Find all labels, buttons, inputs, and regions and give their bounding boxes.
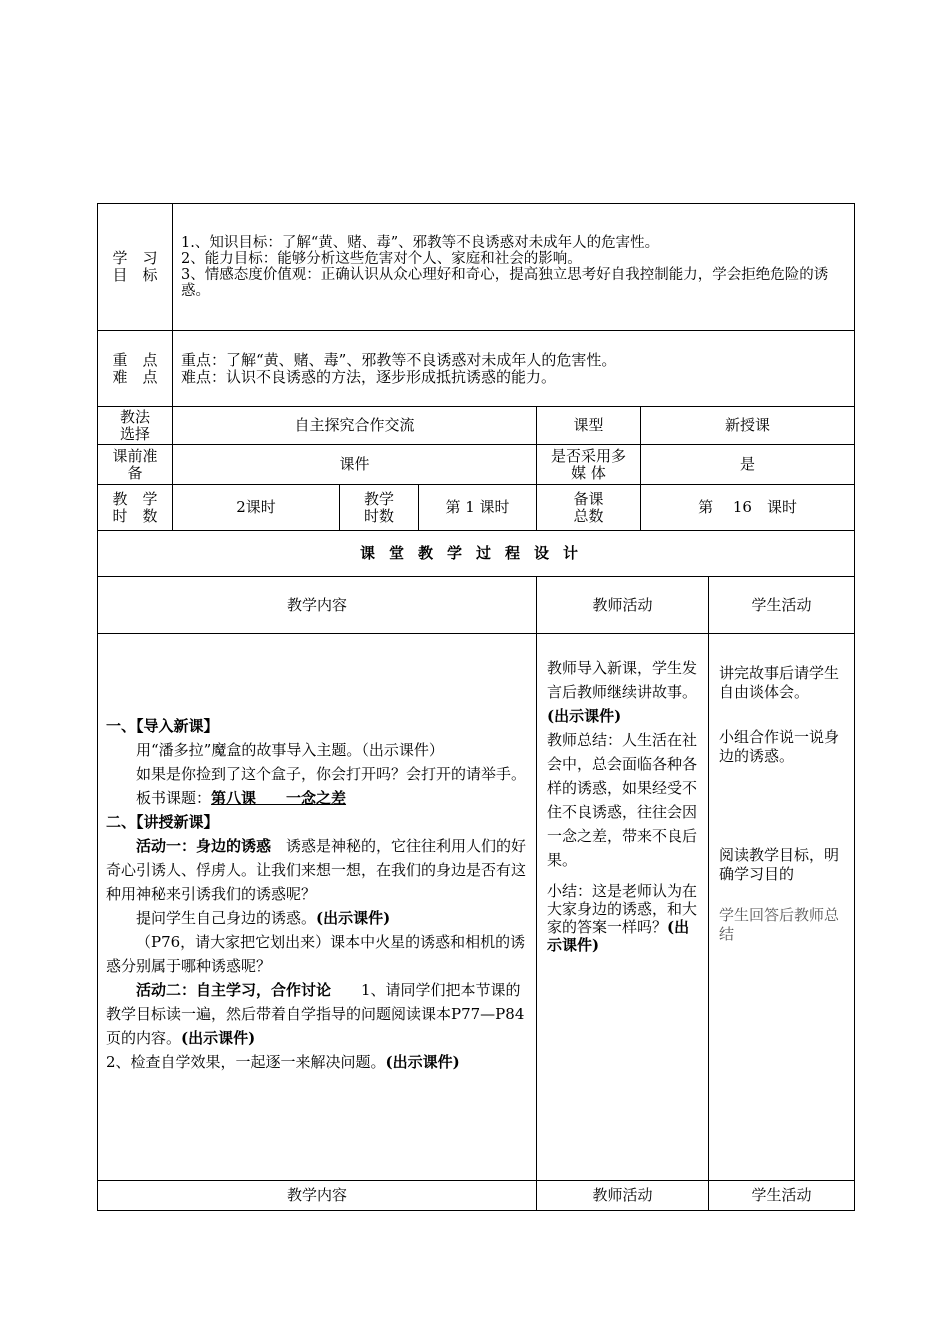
prep-label-line-2: 备: [127, 463, 143, 482]
prep-total-value: 第 16 课时: [641, 485, 855, 531]
hours-label: [98, 485, 173, 531]
key-points-label-line-2: 难 点: [112, 367, 158, 386]
self-check-courseware-note: (出示课件): [385, 1053, 460, 1071]
hours-row: [98, 485, 855, 531]
session-label: [340, 485, 419, 531]
method-value: 自主探究合作交流: [173, 407, 537, 445]
multimedia-value: 是: [641, 445, 855, 485]
activity-one-textbook-question: （P76，请大家把它划出来）课本中火星的诱惑和相机的诱惑分别属于哪种诱惑呢？: [106, 933, 526, 975]
goals-row: [98, 204, 855, 331]
activity-one-question-text: 提问学生自己身边的诱惑。: [136, 909, 317, 927]
new-lesson-heading: 二、【讲授新课】: [106, 813, 219, 831]
teacher-column-header: 教师活动: [537, 577, 709, 634]
prep-row: [98, 445, 855, 485]
board-title-prefix: 板书课题：: [136, 789, 212, 807]
board-title: 第八课 一念之差: [211, 789, 347, 807]
multimedia-label-line-2: 媒 体: [571, 463, 606, 482]
board-title-line: [106, 786, 530, 810]
activity-one-title: 活动一：身边的诱惑: [136, 837, 272, 855]
bottom-content-header: 教学内容: [98, 1181, 537, 1211]
content-cell: [98, 634, 537, 1181]
hours-label-line-1: 教 学: [112, 489, 158, 508]
design-title: 课堂教学过程设计: [98, 531, 855, 577]
key-points-content: [173, 331, 855, 407]
teacher-intro-courseware-note: (出示课件): [547, 707, 622, 725]
teacher-intro-text: 教师导入新课，学生发言后教师继续讲故事。: [547, 659, 698, 701]
prep-total-label-line-2: 总数: [573, 506, 604, 525]
hours-label-line-2: 时 数: [112, 506, 158, 525]
prep-total-label-line-1: 备课: [573, 489, 604, 508]
prep-value: 课件: [173, 445, 537, 485]
student-activity-cell: [709, 634, 855, 1181]
student-activity-4: 学生回答后教师总结: [719, 906, 840, 943]
multimedia-label: [537, 445, 641, 485]
bottom-header-row: [98, 1181, 855, 1211]
student-column-header: 学生活动: [709, 577, 855, 634]
activity-two-text: 1、请同学们把本节课的教学目标读一遍，然后带着自学指导的问题阅读课本P77—P84页的内容。: [106, 981, 525, 1047]
teacher-brief-summary-text: 小结：这是老师认为在大家身边的诱惑，和大家的答案一样吗？: [547, 882, 698, 936]
activity-one-courseware-note: (出示课件): [316, 909, 391, 927]
prep-total-label: [537, 485, 641, 531]
bottom-student-header: 学生活动: [709, 1181, 855, 1211]
content-column-header: 教学内容: [98, 577, 537, 634]
ability-goal: 2、能力目标：能够分析这些危害对个人、家庭和社会的影响。: [181, 251, 582, 267]
intro-story-text: 用“潘多拉”魔盒的故事导入主题。（出示课件）: [136, 741, 444, 759]
activity-one-paragraph: [106, 834, 530, 906]
goals-label-line-1: 学 习: [112, 249, 158, 267]
self-check-text: 2、检查自学效果，一起逐一来解决问题。: [106, 1053, 386, 1071]
key-points-label-line-1: 重 点: [112, 350, 158, 369]
teacher-brief-courseware-note: (出示课件): [547, 918, 690, 954]
self-check-line: [106, 1050, 530, 1074]
prep-label: [98, 445, 173, 485]
lesson-type-label: 课型: [537, 407, 641, 445]
key-points-label: [98, 331, 173, 407]
method-label: [98, 407, 173, 445]
lesson-type-value: 新授课: [641, 407, 855, 445]
column-header-row: [98, 577, 855, 634]
activity-two-title: 活动二：自主学习，合作讨论: [136, 981, 332, 999]
method-label-line-2: 选择: [119, 424, 150, 443]
design-title-row: [98, 531, 855, 577]
goals-label-line-2: 目 标: [112, 266, 158, 284]
activity-two-paragraph: [106, 978, 530, 1050]
student-activity-1: 讲完故事后请学生自由谈体会。: [719, 664, 840, 701]
multimedia-label-line-1: 是否采用多: [550, 446, 626, 465]
session-value: 第 1 课时: [419, 485, 537, 531]
difficulty-text: 难点：认识不良诱惑的方法，逐步形成抵抗诱惑的能力。: [181, 367, 557, 386]
teacher-activity-cell: [537, 634, 709, 1181]
bottom-teacher-header: 教师活动: [537, 1181, 709, 1211]
teacher-intro: [547, 656, 702, 728]
attitude-goal: 3、情感态度价值观：正确认识从众心理好和奇心，提高独立思考好自我控制能力，学会拒绝危险的诱惑。: [181, 267, 829, 299]
prep-label-line-1: 课前准: [112, 446, 158, 465]
key-points-row: [98, 331, 855, 407]
method-row: [98, 407, 855, 445]
student-activity-2: 小组合作说一说身边的诱惑。: [719, 728, 840, 765]
lesson-body-row: [98, 634, 855, 1181]
method-label-line-1: 教法: [119, 407, 150, 426]
total-hours-value: 2课时: [173, 485, 340, 531]
goals-content: [173, 204, 855, 331]
student-activity-3: 阅读教学目标，明确学习目的: [719, 846, 840, 883]
goals-label: [98, 204, 173, 331]
lesson-plan-table: [97, 203, 855, 1211]
teacher-summary: 教师总结：人生活在社会中，总会面临各种各样的诱惑，如果经受不住不良诱惑，往往会因一念之差，带来不良后果。: [547, 731, 698, 869]
focus-text: 重点：了解“黄、赌、毒”、邪教等不良诱惑对未成年人的危害性。: [181, 350, 617, 369]
session-label-line-1: 教学: [363, 489, 394, 508]
teacher-brief-summary: [547, 882, 702, 954]
activity-two-courseware-note: (出示课件): [181, 1029, 256, 1047]
activity-one-text: 诱惑是神秘的，它往往利用人们的好奇心引诱人、俘虏人。让我们来想一想，在我们的身边是否有这种用神秘来引诱我们的诱惑呢？: [106, 837, 527, 903]
intro-heading: 一、【导入新课】: [106, 717, 219, 735]
activity-one-question: [106, 906, 530, 930]
knowledge-goal: 1.、知识目标：了解“黄、赌、毒”、邪教等不良诱惑对未成年人的危害性。: [181, 235, 660, 251]
session-label-line-2: 时数: [363, 506, 394, 525]
intro-question-text: 如果是你捡到了这个盒子，你会打开吗？会打开的请举手。: [136, 765, 527, 783]
